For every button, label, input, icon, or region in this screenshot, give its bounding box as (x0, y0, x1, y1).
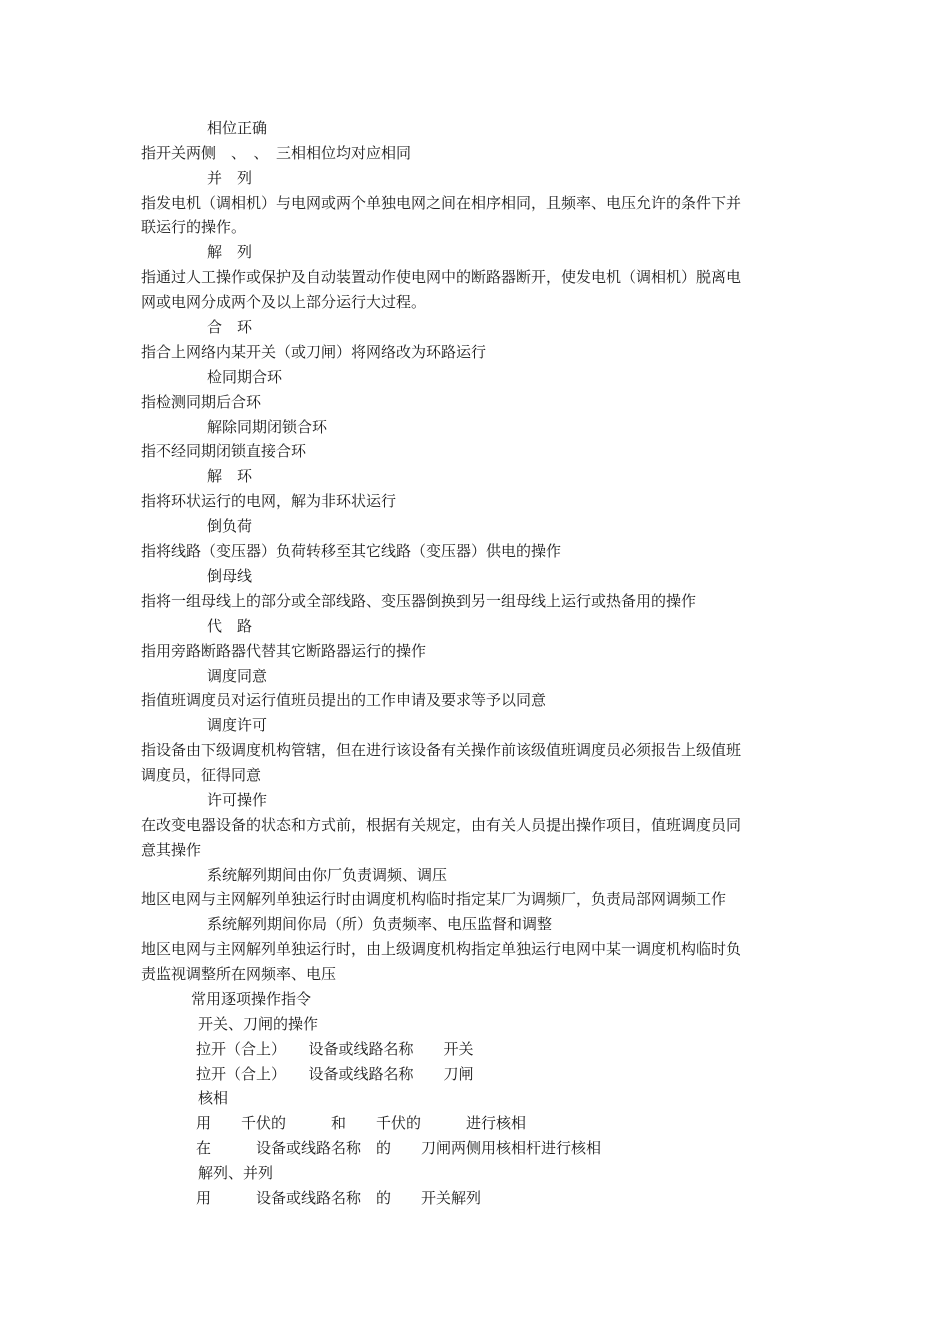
term-title: 代 路 (207, 617, 253, 635)
term-definition: 指开关两侧 、 、 三相相位均对应相同 (141, 144, 412, 162)
term-definition: 指设备由下级调度机构管辖，但在进行该设备有关操作前该级值班调度员必须报告上级值班 (141, 741, 742, 759)
term-definition: 联运行的操作。 (141, 218, 247, 236)
term-definition: 指通过人工操作或保护及自动装置动作使电网中的断路器断开，使发电机（调相机）脱离电 (141, 268, 742, 286)
term-title: 系统解列期间你局（所）负责频率、电压监督和调整 (207, 915, 553, 933)
term-title: 调度同意 (207, 667, 268, 685)
term-title: 相位正确 (207, 119, 268, 137)
term-title: 合 环 (207, 318, 253, 336)
group-title: 解列、并列 (198, 1164, 274, 1182)
term-definition: 指发电机（调相机）与电网或两个单独电网之间在相序相同，且频率、电压允许的条件下并 (141, 194, 742, 212)
term-title: 调度许可 (207, 716, 268, 734)
term-title: 并 列 (207, 169, 253, 187)
term-definition: 指不经同期闭锁直接合环 (141, 442, 307, 460)
term-definition: 指用旁路断路器代替其它断路器运行的操作 (141, 642, 427, 660)
term-definition: 指值班调度员对运行值班员提出的工作申请及要求等予以同意 (141, 691, 547, 709)
term-definition: 指将环状运行的电网，解为非环状运行 (141, 492, 397, 510)
term-definition: 指将线路（变压器）负荷转移至其它线路（变压器）供电的操作 (141, 542, 562, 560)
term-definition: 意其操作 (141, 841, 202, 859)
group-title: 开关、刀闸的操作 (198, 1015, 319, 1033)
term-definition: 地区电网与主网解列单独运行时，由上级调度机构指定单独运行电网中某一调度机构临时负 (141, 940, 742, 958)
term-definition: 在改变电器设备的状态和方式前，根据有关规定，由有关人员提出操作项目，值班调度员同 (141, 816, 742, 834)
group-title: 核相 (198, 1089, 229, 1107)
term-title: 解 环 (207, 467, 253, 485)
term-definition: 责监视调整所在网频率、电压 (141, 965, 337, 983)
term-title: 倒负荷 (207, 517, 253, 535)
term-title: 解 列 (207, 243, 253, 261)
term-title: 许可操作 (207, 791, 268, 809)
section-title: 常用逐项操作指令 (191, 990, 312, 1008)
term-definition: 指检测同期后合环 (141, 393, 262, 411)
term-definition: 网或电网分成两个及以上部分运行大过程。 (141, 293, 427, 311)
term-title: 检同期合环 (207, 368, 283, 386)
command-line: 用 千伏的 和 千伏的 进行核相 (196, 1114, 527, 1132)
term-definition: 调度员，征得同意 (141, 766, 262, 784)
command-line: 用 设备或线路名称 的 开关解列 (196, 1189, 482, 1207)
command-line: 拉开（合上） 设备或线路名称 开关 (196, 1040, 474, 1058)
command-line: 拉开（合上） 设备或线路名称 刀闸 (196, 1065, 474, 1083)
term-definition: 指将一组母线上的部分或全部线路、变压器倒换到另一组母线上运行或热备用的操作 (141, 592, 697, 610)
term-title: 倒母线 (207, 567, 253, 585)
command-line: 在 设备或线路名称 的 刀闸两侧用核相杆进行核相 (196, 1139, 602, 1157)
term-definition: 指合上网络内某开关（或刀闸）将网络改为环路运行 (141, 343, 487, 361)
term-title: 解除同期闭锁合环 (207, 418, 328, 436)
term-definition: 地区电网与主网解列单独运行时由调度机构临时指定某厂为调频厂，负责局部网调频工作 (141, 890, 727, 908)
term-title: 系统解列期间由你厂负责调频、调压 (207, 866, 448, 884)
